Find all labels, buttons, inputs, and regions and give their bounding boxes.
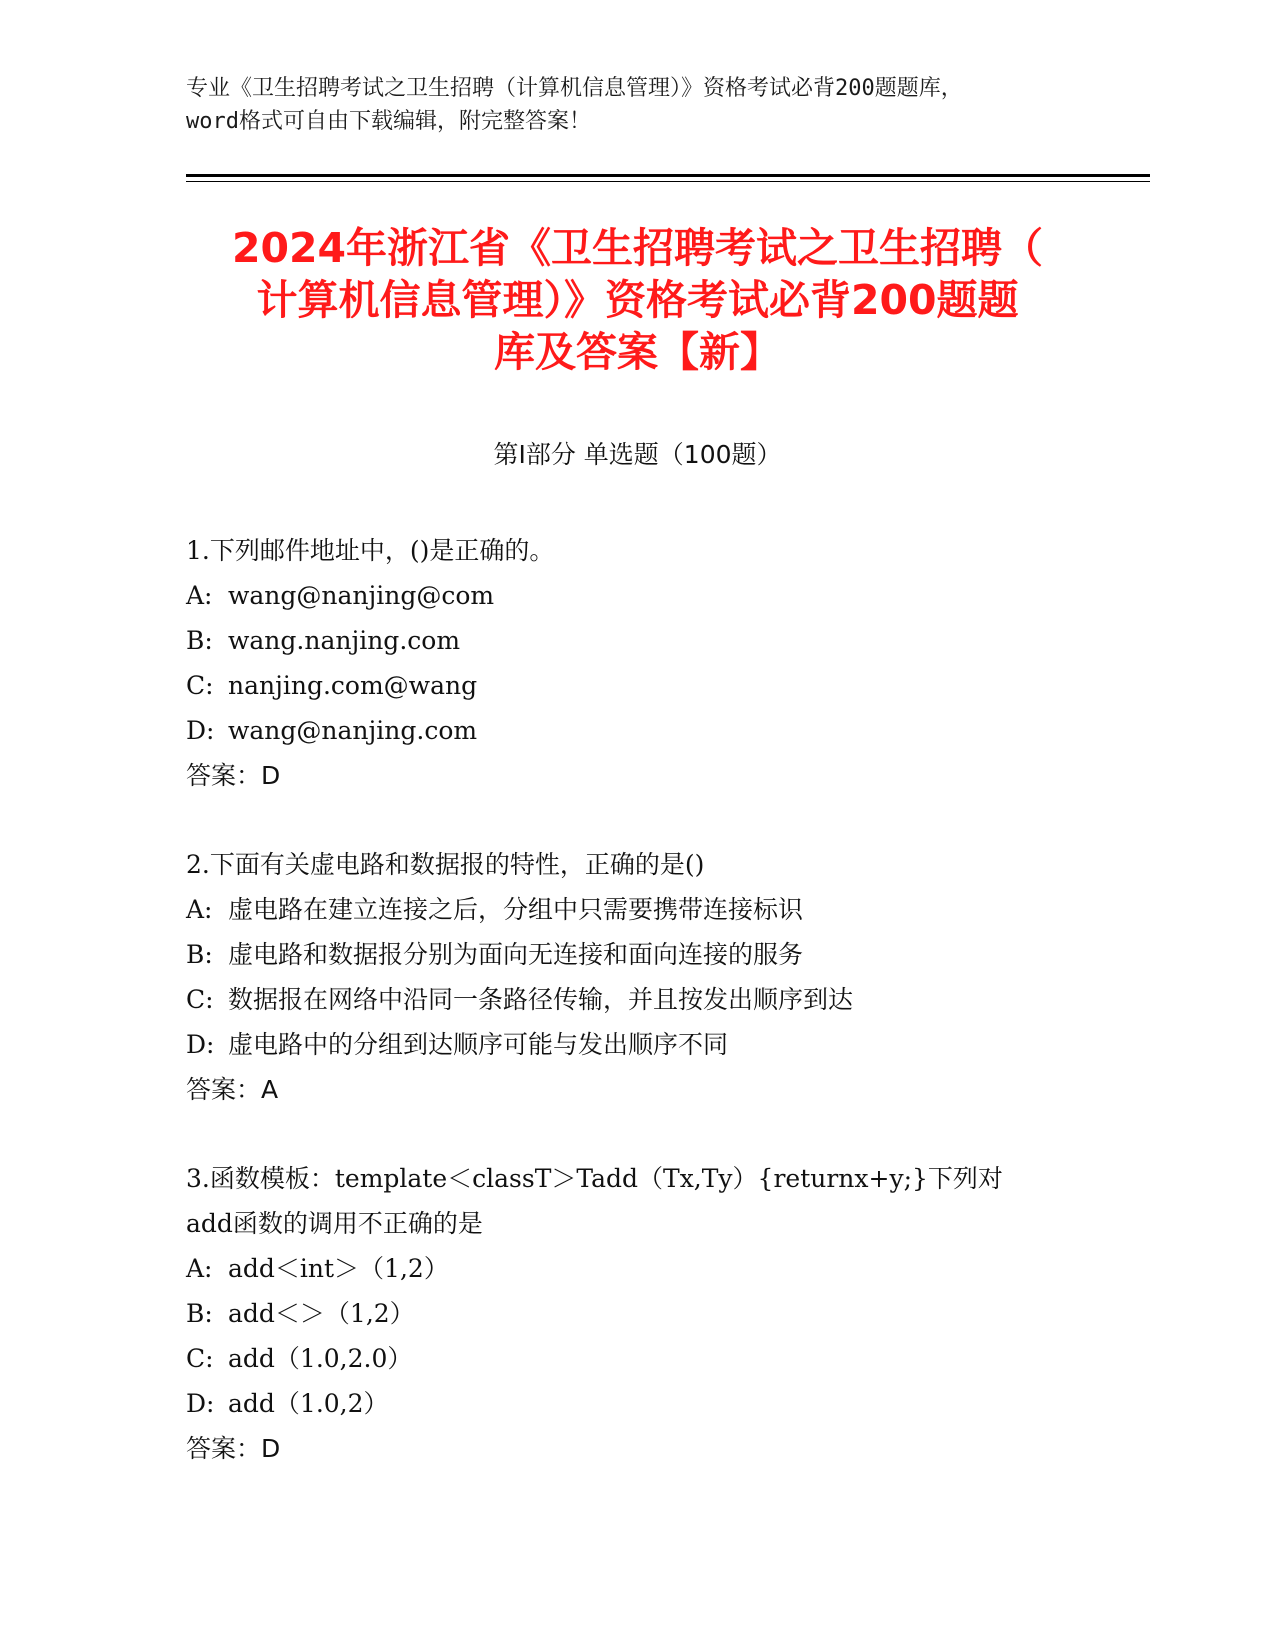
option-label: A: bbox=[186, 1254, 213, 1283]
option-a bbox=[186, 887, 1086, 932]
header-line-1: 专业《卫生招聘考试之卫生招聘（计算机信息管理）》资格考试必背200题题库， bbox=[186, 76, 963, 101]
option-text: add（1.0,2.0） bbox=[228, 1344, 413, 1373]
option-c bbox=[186, 977, 1086, 1022]
option-text: wang@nanjing@com bbox=[228, 581, 495, 610]
option-label: B: bbox=[186, 1299, 213, 1328]
question-2 bbox=[186, 842, 1086, 1112]
question-list bbox=[186, 528, 1086, 1515]
answer-text: 答案：D bbox=[186, 761, 281, 790]
option-text: 数据报在网络中沿同一条路径传输，并且按发出顺序到达 bbox=[228, 985, 854, 1014]
option-text: add（1.0,2） bbox=[228, 1389, 389, 1418]
question-stem-line-2: add函数的调用不正确的是 bbox=[186, 1209, 483, 1238]
option-label: A: bbox=[186, 581, 213, 610]
option-a bbox=[186, 573, 1086, 618]
option-c bbox=[186, 663, 1086, 708]
question-stem-line-1: 3.函数模板：template＜classT＞Tadd（Tx,Ty）{returnx+y;}下列对 bbox=[186, 1164, 1003, 1193]
option-d bbox=[186, 1381, 1086, 1426]
option-label: D: bbox=[186, 1030, 215, 1059]
title-line-3: 库及答案【新】 bbox=[494, 328, 781, 376]
option-text: nanjing.com@wang bbox=[228, 671, 478, 700]
section-title: 第I部分 单选题（100题） bbox=[493, 440, 782, 469]
option-text: 虚电路中的分组到达顺序可能与发出顺序不同 bbox=[228, 1030, 729, 1059]
header-line-2: word格式可自由下载编辑，附完整答案！ bbox=[186, 109, 591, 134]
answer-text: 答案：A bbox=[186, 1075, 279, 1104]
option-b bbox=[186, 1291, 1086, 1336]
option-label: D: bbox=[186, 1389, 215, 1418]
header-rule-thin bbox=[186, 181, 1150, 182]
title-line-1: 2024年浙江省《卫生招聘考试之卫生招聘（ bbox=[231, 224, 1044, 272]
option-text: 虚电路和数据报分别为面向无连接和面向连接的服务 bbox=[228, 940, 804, 969]
question-stem: 2.下面有关虚电路和数据报的特性，正确的是() bbox=[186, 850, 705, 879]
question-1 bbox=[186, 528, 1086, 798]
option-a bbox=[186, 1246, 1086, 1291]
option-label: A: bbox=[186, 895, 213, 924]
option-d bbox=[186, 708, 1086, 753]
option-label: B: bbox=[186, 940, 213, 969]
option-label: C: bbox=[186, 1344, 214, 1373]
option-text: wang.nanjing.com bbox=[228, 626, 461, 655]
question-3 bbox=[186, 1156, 1086, 1471]
option-b bbox=[186, 932, 1086, 977]
option-text: wang@nanjing.com bbox=[228, 716, 478, 745]
option-text: 虚电路在建立连接之后，分组中只需要携带连接标识 bbox=[228, 895, 804, 924]
option-text: add＜＞（1,2） bbox=[228, 1299, 415, 1328]
answer-text: 答案：D bbox=[186, 1434, 281, 1463]
document-title bbox=[150, 222, 1125, 378]
option-label: C: bbox=[186, 985, 214, 1014]
title-line-2: 计算机信息管理）》资格考试必背200题题 bbox=[256, 276, 1019, 324]
option-c bbox=[186, 1336, 1086, 1381]
option-label: B: bbox=[186, 626, 213, 655]
option-b bbox=[186, 618, 1086, 663]
header-rule-thick bbox=[186, 174, 1150, 177]
option-label: D: bbox=[186, 716, 215, 745]
option-text: add＜int＞（1,2） bbox=[228, 1254, 449, 1283]
question-stem: 1.下列邮件地址中，()是正确的。 bbox=[186, 536, 555, 565]
page-header bbox=[186, 72, 1086, 138]
option-label: C: bbox=[186, 671, 214, 700]
option-d bbox=[186, 1022, 1086, 1067]
